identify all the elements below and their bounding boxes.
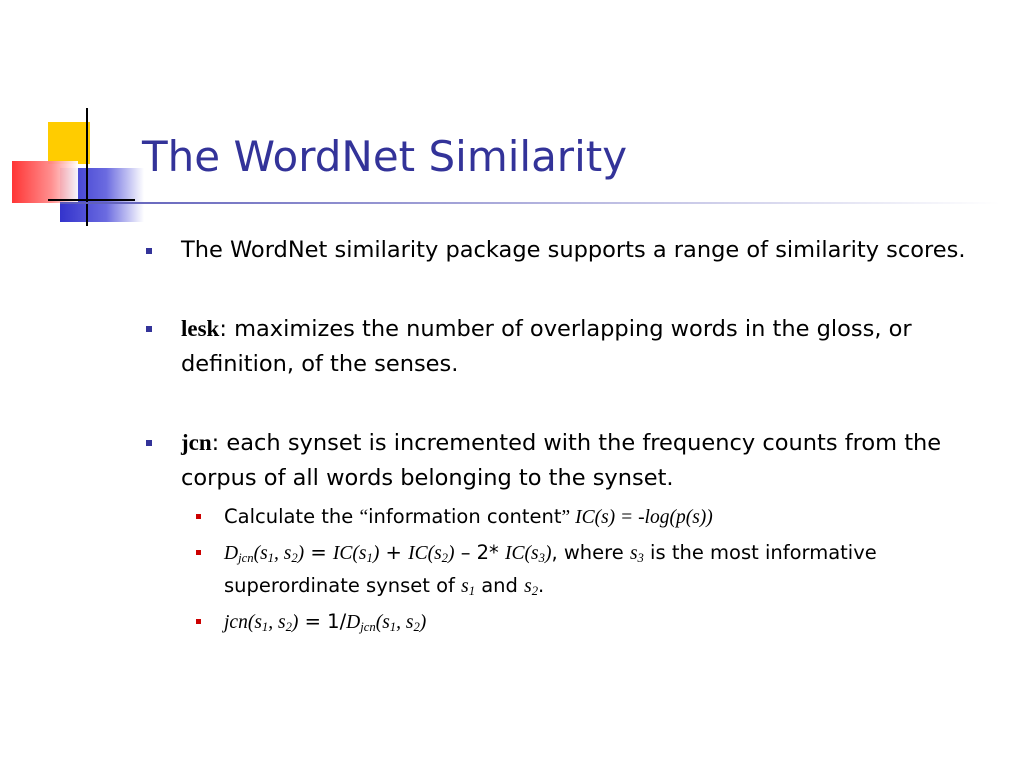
deco-yellow-square (48, 122, 90, 164)
sub-bullet-marker (196, 619, 201, 624)
period: . (538, 574, 545, 597)
ic-label: information content (368, 505, 562, 528)
sub-2: 2 (413, 620, 420, 635)
most-informative-text: is the most informative superordinate synset of (224, 541, 877, 597)
jcn-fn: jcn (224, 612, 248, 633)
ic-prefix: Calculate the (224, 505, 360, 528)
ic-fn: IC (332, 543, 353, 564)
djcn-symbol: D (346, 612, 361, 633)
sub-3: 3 (538, 551, 545, 566)
and-text: and (475, 574, 525, 597)
bullet-lesk-text (181, 311, 996, 382)
paren-close: ) (448, 543, 455, 564)
sub-2: 2 (285, 620, 292, 635)
equals-reciprocal: = 1/ (298, 610, 347, 633)
var-s: s (278, 612, 286, 633)
comma: , (273, 543, 284, 564)
paren-open: ( (247, 612, 255, 633)
paren-open: ( (524, 543, 532, 564)
ic-fn: IC (408, 543, 428, 564)
comma: , (396, 612, 406, 633)
slide-corner-decoration (0, 0, 160, 240)
slide-body (146, 233, 996, 639)
paren-close: ) (297, 543, 305, 564)
sub-1: 1 (366, 551, 373, 566)
paren-close: ) (372, 543, 380, 564)
sub-1: 1 (468, 584, 476, 599)
sub-bullet-information-content (196, 501, 996, 534)
deco-red-bar (12, 161, 78, 203)
equals: = (304, 541, 333, 564)
lesk-term: lesk (181, 316, 220, 341)
bullet-lesk (146, 311, 996, 382)
var-s: s (629, 543, 638, 564)
djcn-subscript: jcn (238, 551, 254, 566)
var-s: s (254, 612, 262, 633)
bullet-intro (146, 233, 996, 268)
bullet-intro-text: The WordNet similarity package supports a range of similarity scores. (181, 237, 966, 263)
sub-1: 1 (389, 620, 397, 635)
ic-close-quote: ” (561, 507, 571, 528)
var-s: s (461, 576, 469, 597)
var-s: s (358, 543, 367, 564)
paren-open: ( (427, 543, 435, 564)
ic-fn: IC (505, 543, 525, 564)
information-content-text (224, 501, 996, 534)
jcn-sub-bullets (196, 498, 996, 639)
paren-open: ( (352, 543, 359, 564)
sub-bullet-marker (196, 550, 201, 555)
bullet-marker (146, 248, 152, 254)
title-underline (60, 202, 1000, 204)
bullet-marker (146, 326, 152, 332)
ic-open-quote: “ (359, 507, 369, 528)
bullet-jcn (146, 425, 996, 639)
paren-open: ( (253, 543, 261, 564)
where-text: , where (551, 541, 630, 564)
plus: + (379, 541, 409, 564)
djcn-symbol: D (224, 543, 239, 564)
paren-close: ) (419, 612, 427, 633)
paren-open: ( (375, 612, 383, 633)
ic-formula: IC(s) = -log(p(s)) (570, 507, 713, 528)
sub-2: 2 (441, 551, 448, 566)
paren-close: ) (544, 543, 552, 564)
comma: , (268, 612, 278, 633)
jcn-term: jcn (181, 430, 212, 455)
jcn-definition-formula (224, 606, 996, 639)
sub-bullet-djcn-formula (196, 537, 996, 603)
sub-bullet-marker (196, 514, 201, 519)
lesk-definition: : maximizes the number of overlapping words in the gloss, or definition, of the senses. (181, 316, 912, 377)
var-s: s (531, 543, 539, 564)
sub-1: 1 (261, 620, 269, 635)
var-s: s (434, 543, 442, 564)
paren-close: ) (291, 612, 299, 633)
sub-2: 2 (531, 584, 539, 599)
minus-two-times: – 2* (454, 541, 506, 564)
sub-3: 3 (637, 551, 644, 566)
djcn-subscript: jcn (360, 620, 376, 635)
slide-title: The WordNet Similarity (142, 132, 628, 181)
var-s: s (382, 612, 390, 633)
var-s: s (283, 543, 292, 564)
jcn-definition: : each synset is incremented with the frequency counts from the corpus of all words belonging to the synset. (181, 430, 942, 491)
var-s: s (524, 576, 532, 597)
sub-1: 1 (267, 551, 274, 566)
bullet-jcn-text (181, 425, 996, 496)
var-s: s (260, 543, 268, 564)
sub-2: 2 (291, 551, 298, 566)
var-s: s (405, 612, 414, 633)
djcn-formula-text (224, 537, 996, 603)
sub-bullet-jcn-definition (196, 606, 996, 639)
bullet-marker (146, 440, 152, 446)
